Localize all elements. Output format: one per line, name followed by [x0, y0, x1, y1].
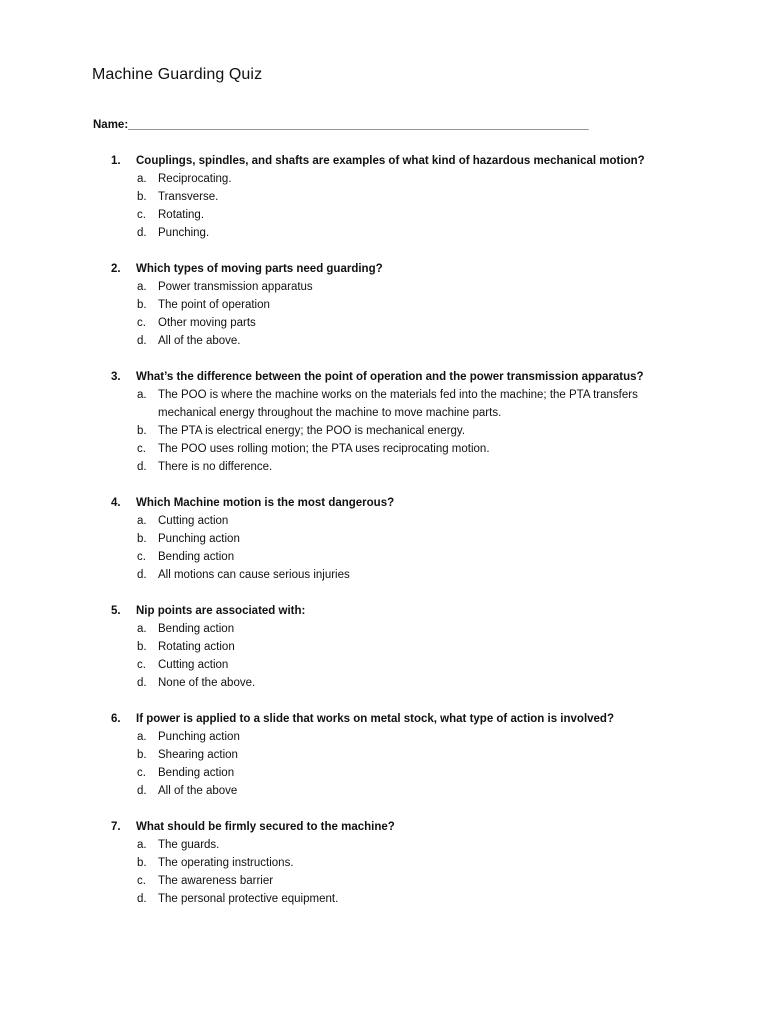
- option-letter: a.: [137, 389, 147, 401]
- answer-options: [0, 278, 768, 350]
- option-letter: b.: [137, 191, 147, 203]
- question-item: [0, 368, 768, 476]
- question-row: [0, 710, 768, 728]
- answer-option: [0, 314, 768, 332]
- option-text: Bending action: [158, 767, 235, 779]
- option-text: Transverse.: [158, 191, 219, 203]
- option-text: The POO uses rolling motion; the PTA uses reciprocating motion.: [158, 443, 490, 455]
- answer-option: [0, 872, 768, 890]
- option-text: Punching action: [158, 731, 240, 743]
- answer-option: [0, 170, 768, 188]
- question-text: Nip points are associated with:: [136, 605, 306, 617]
- answer-option: [0, 386, 768, 422]
- question-number: 5.: [111, 605, 121, 617]
- answer-option: [0, 566, 768, 584]
- option-letter: b.: [137, 425, 147, 437]
- question-number: 2.: [111, 263, 121, 275]
- answer-option: [0, 440, 768, 458]
- question-text: Which Machine motion is the most dangerous?: [136, 497, 395, 509]
- answer-option: [0, 530, 768, 548]
- question-item: [0, 710, 768, 800]
- option-text: The personal protective equipment.: [158, 893, 339, 905]
- page-title: Machine Guarding Quiz: [92, 66, 263, 83]
- question-row: [0, 818, 768, 836]
- option-text: The operating instructions.: [158, 857, 294, 869]
- option-text: Reciprocating.: [158, 173, 232, 185]
- question-item: [0, 494, 768, 584]
- answer-option: [0, 854, 768, 872]
- answer-options: [0, 170, 768, 242]
- question-text: What’s the difference between the point of operation and the power transmission apparatus?: [136, 371, 644, 383]
- answer-option: [0, 764, 768, 782]
- option-letter: a.: [137, 281, 147, 293]
- option-text: The POO is where the machine works on the materials fed into the machine; the PTA transfers mechanical energy throughout the machine to move machine parts.: [158, 389, 638, 419]
- option-text: The point of operation: [158, 299, 270, 311]
- option-letter: d.: [137, 461, 147, 473]
- option-letter: c.: [137, 551, 146, 563]
- question-item: [0, 152, 768, 242]
- answer-option: [0, 188, 768, 206]
- option-letter: c.: [137, 317, 146, 329]
- answer-option: [0, 548, 768, 566]
- option-letter: d.: [137, 677, 147, 689]
- answer-option: [0, 332, 768, 350]
- question-number: 7.: [111, 821, 121, 833]
- option-letter: b.: [137, 641, 147, 653]
- answer-options: [0, 386, 768, 476]
- answer-option: [0, 782, 768, 800]
- name-field-label: Name:________________________________________________________________________: [93, 119, 589, 131]
- answer-options: [0, 620, 768, 692]
- question-text: What should be firmly secured to the machine?: [136, 821, 395, 833]
- answer-option: [0, 278, 768, 296]
- option-letter: b.: [137, 857, 147, 869]
- answer-option: [0, 206, 768, 224]
- option-text: Power transmission apparatus: [158, 281, 313, 293]
- option-letter: a.: [137, 839, 147, 851]
- question-number: 3.: [111, 371, 121, 383]
- option-text: Rotating action: [158, 641, 235, 653]
- option-letter: a.: [137, 515, 147, 527]
- answer-options: [0, 836, 768, 908]
- question-number: 4.: [111, 497, 121, 509]
- question-row: [0, 602, 768, 620]
- question-text: If power is applied to a slide that works on metal stock, what type of action is involved?: [136, 713, 614, 725]
- question-number: 1.: [111, 155, 121, 167]
- question-row: [0, 260, 768, 278]
- option-text: None of the above.: [158, 677, 256, 689]
- option-text: All of the above.: [158, 335, 241, 347]
- option-letter: a.: [137, 731, 147, 743]
- answer-option: [0, 674, 768, 692]
- question-row: [0, 152, 768, 170]
- option-letter: b.: [137, 749, 147, 761]
- answer-option: [0, 656, 768, 674]
- option-letter: d.: [137, 335, 147, 347]
- question-item: [0, 818, 768, 908]
- option-text: All of the above: [158, 785, 238, 797]
- question-text: Which types of moving parts need guarding?: [136, 263, 383, 275]
- answer-option: [0, 458, 768, 476]
- option-letter: c.: [137, 875, 146, 887]
- option-text: Cutting action: [158, 515, 229, 527]
- option-letter: c.: [137, 659, 146, 671]
- option-letter: d.: [137, 569, 147, 581]
- option-letter: c.: [137, 443, 146, 455]
- option-letter: d.: [137, 227, 147, 239]
- option-text: Rotating.: [158, 209, 205, 221]
- question-row: [0, 368, 768, 386]
- question-item: [0, 260, 768, 350]
- answer-options: [0, 728, 768, 800]
- option-text: Punching.: [158, 227, 210, 239]
- option-letter: d.: [137, 785, 147, 797]
- answer-option: [0, 728, 768, 746]
- question-list: [0, 152, 768, 926]
- option-text: There is no difference.: [158, 461, 273, 473]
- answer-option: [0, 512, 768, 530]
- option-letter: a.: [137, 623, 147, 635]
- answer-option: [0, 890, 768, 908]
- answer-option: [0, 296, 768, 314]
- option-text: Bending action: [158, 551, 235, 563]
- answer-option: [0, 746, 768, 764]
- option-text: Punching action: [158, 533, 240, 545]
- question-item: [0, 602, 768, 692]
- option-letter: c.: [137, 767, 146, 779]
- question-text: Couplings, spindles, and shafts are examples of what kind of hazardous mechanical motion?: [136, 155, 645, 167]
- question-row: [0, 494, 768, 512]
- answer-option: [0, 638, 768, 656]
- option-text: All motions can cause serious injuries: [158, 569, 350, 581]
- option-letter: b.: [137, 533, 147, 545]
- answer-option: [0, 422, 768, 440]
- option-text: The PTA is electrical energy; the POO is mechanical energy.: [158, 425, 466, 437]
- answer-option: [0, 620, 768, 638]
- answer-options: [0, 512, 768, 584]
- option-text: Shearing action: [158, 749, 238, 761]
- answer-option: [0, 836, 768, 854]
- option-letter: a.: [137, 173, 147, 185]
- option-letter: b.: [137, 299, 147, 311]
- option-letter: d.: [137, 893, 147, 905]
- option-text: The guards.: [158, 839, 220, 851]
- answer-option: [0, 224, 768, 242]
- question-number: 6.: [111, 713, 121, 725]
- option-letter: c.: [137, 209, 146, 221]
- option-text: Bending action: [158, 623, 235, 635]
- option-text: Other moving parts: [158, 317, 256, 329]
- option-text: The awareness barrier: [158, 875, 274, 887]
- option-text: Cutting action: [158, 659, 229, 671]
